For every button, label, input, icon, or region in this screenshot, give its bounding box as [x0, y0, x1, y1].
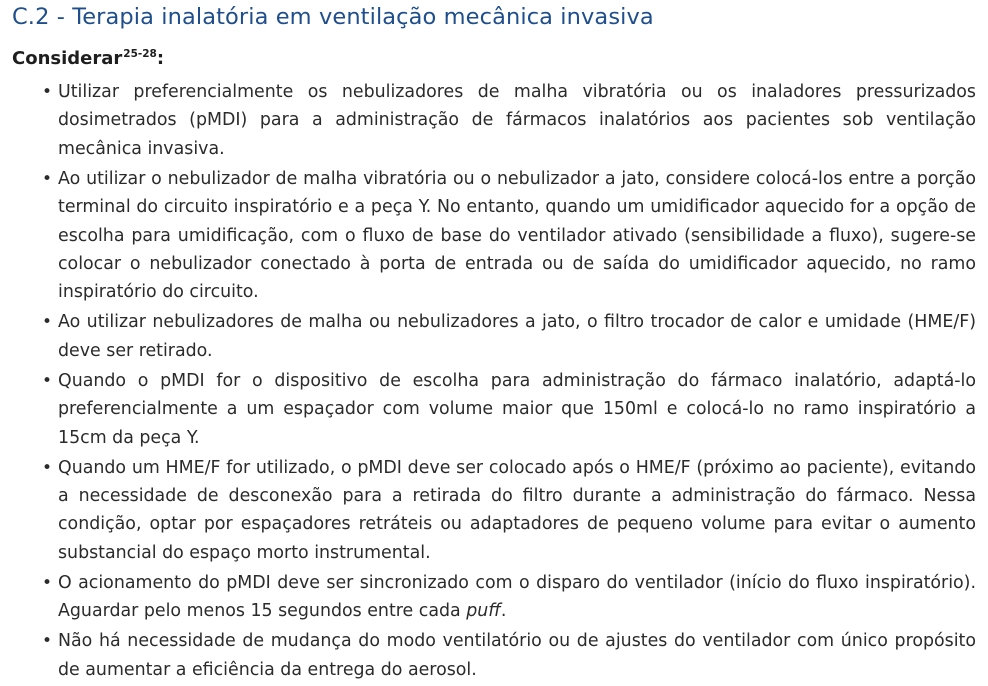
list-item-text: O acionamento do pMDI deve ser sincronizado com o disparo do ventilador (início do fluxo inspiratório). Aguardar pelo menos 15 segundos entre cada: [58, 572, 976, 622]
reference-superscript: 25-28: [123, 48, 157, 60]
list-item-text: Quando um HME/F for utilizado, o pMDI deve ser colocado após o HME/F (próximo ao paciente), evitando a necessidade de desconexão para a retirada do filtro durante a administração do fármaco. Nessa condição, optar por espaçadores retráteis ou adaptadores de pequeno volume para evitar o aumento substancial do espaço morto instrumental.: [58, 457, 976, 563]
consider-label: [12, 48, 164, 69]
list-item: [42, 165, 976, 307]
bullet-icon: •: [42, 572, 53, 593]
consider-label-text: Considerar: [12, 48, 123, 69]
recommendation-list: [42, 78, 976, 686]
bullet-icon: •: [42, 631, 53, 652]
list-item: [42, 78, 976, 163]
list-item: [42, 454, 976, 568]
list-item-text: Não há necessidade de mudança do modo ventilatório ou de ajustes do ventilador com único propósito de aumentar a eficiência da entrega do aerosol.: [58, 631, 976, 680]
list-item-tail: .: [500, 601, 507, 622]
bullet-icon: •: [42, 82, 53, 102]
bullet-icon: •: [42, 370, 53, 391]
bullet-icon: •: [42, 312, 53, 333]
bullet-icon: •: [42, 168, 53, 189]
list-item-text: Utilizar preferencialmente os nebulizadores de malha vibratória ou os inaladores pressurizados dosimetrados (pMDI) para a administração de fármacos inalatórios aos pacientes sob ventilação mecânica invasiva.: [58, 82, 976, 159]
bullet-icon: •: [42, 457, 53, 478]
list-item: [42, 569, 976, 626]
list-item-text: Quando o pMDI for o dispositivo de escolha para administração do fármaco inalatório, adaptá-lo preferencialmente a um espaçador com volume maior que 150ml e colocá-lo no ramo inspiratório a 15cm da peça Y.: [58, 370, 976, 448]
consider-colon: :: [156, 48, 165, 69]
emphasis-text: puff: [466, 601, 501, 622]
section-heading: C.2 - Terapia inalatória em ventilação mecânica invasiva: [12, 4, 654, 30]
list-item-text: Ao utilizar nebulizadores de malha ou nebulizadores a jato, o filtro trocador de calor e umidade (HME/F) deve ser retirado.: [58, 312, 976, 361]
list-item: [42, 308, 976, 365]
list-item: [42, 367, 976, 452]
list-item-text: Ao utilizar o nebulizador de malha vibratória ou o nebulizador a jato, considere colocá-los entre a porção terminal do circuito inspiratório e a peça Y. No entanto, quando um umidificador aquecido for a opção de escolha para umidificação, com o fluxo de base do ventilador ativado (sensibilidade a fluxo), sugere-se colocar o nebulizador conectado à porta de entrada ou de saída do umidificador aquecido, no ramo inspiratório do circuito.: [58, 168, 976, 303]
list-item: [42, 627, 976, 684]
